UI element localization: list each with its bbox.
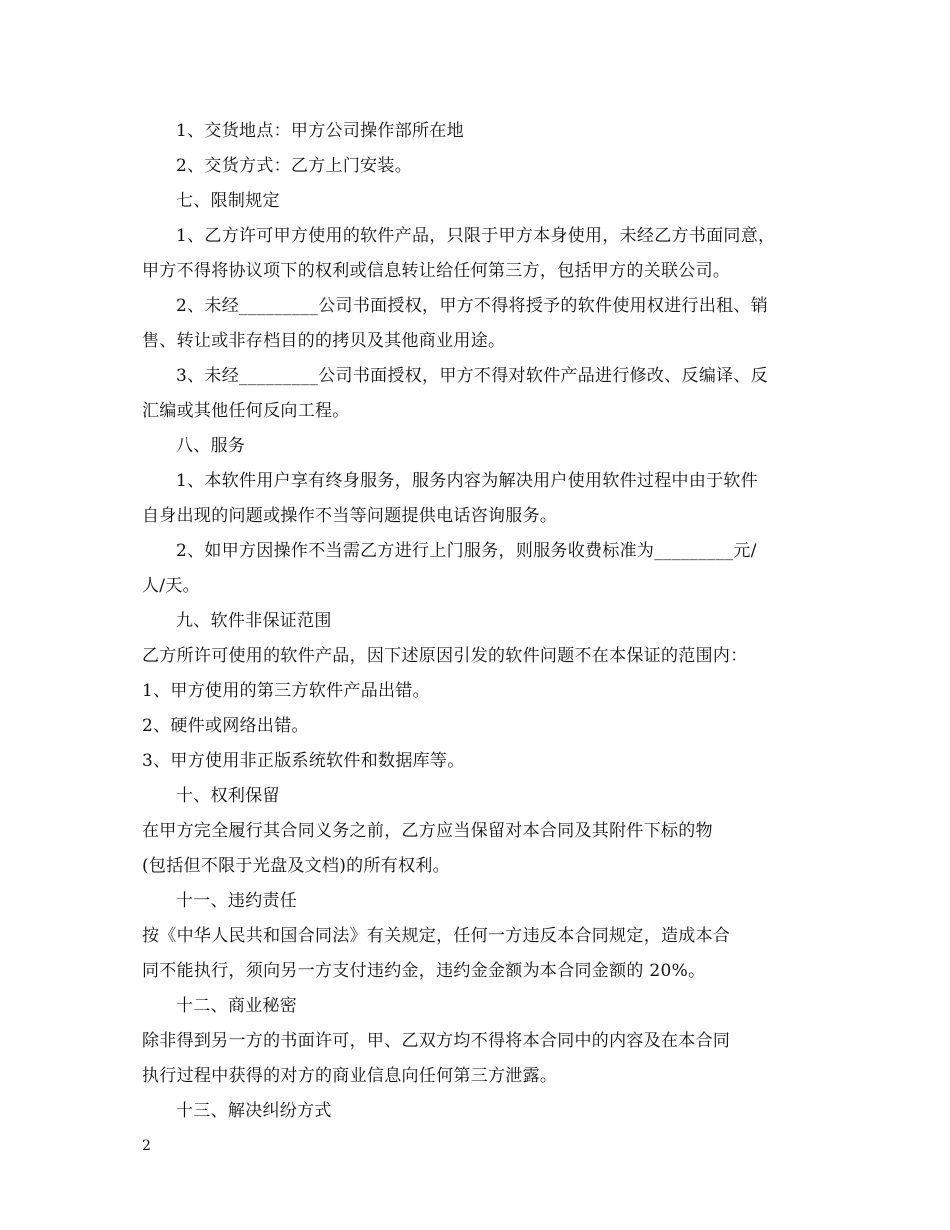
text-line: 1、乙方许可甲方使用的软件产品，只限于甲方本身使用，未经乙方书面同意，: [176, 226, 776, 246]
page-number: 2: [142, 1138, 151, 1154]
text-line: 2、如甲方因操作不当需乙方进行上门服务，则服务收费标准为_________元/: [176, 541, 757, 561]
text-line: 乙方所许可使用的软件产品，因下述原因引发的软件问题不在本保证的范围内：: [142, 646, 748, 666]
text-line: 自身出现的问题或操作不当等问题提供电话咨询服务。: [142, 506, 558, 526]
text-line: 汇编或其他任何反向工程。: [142, 401, 350, 421]
text-line: 1、交货地点：甲方公司操作部所在地: [176, 121, 464, 141]
text-line: 人/天。: [142, 576, 200, 596]
text-line: (包括但不限于光盘及文档)的所有权利。: [142, 856, 450, 876]
section-heading: 九、软件非保证范围: [176, 611, 332, 631]
text-line: 同不能执行，须向另一方支付违约金，违约金金额为本合同金额的 20%。: [142, 961, 706, 981]
document-body: [142, 114, 812, 1129]
text-line: 3、甲方使用非正版系统软件和数据库等。: [142, 751, 465, 771]
section-heading: 十二、商业秘密: [176, 996, 298, 1016]
text-line: 除非得到另一方的书面许可，甲、乙双方均不得将本合同中的内容及在本合同: [142, 1031, 731, 1051]
text-line: 按《中华人民共和国合同法》有关规定，任何一方违反本合同规定，造成本合: [142, 926, 731, 946]
section-heading: 七、限制规定: [176, 191, 280, 211]
text-line: 售、转让或非存档目的的拷贝及其他商业用途。: [142, 331, 506, 351]
section-heading: 十一、违约责任: [176, 891, 298, 911]
text-line: 1、本软件用户享有终身服务，服务内容为解决用户使用软件过程中由于软件: [176, 471, 759, 491]
text-line: 在甲方完全履行其合同义务之前，乙方应当保留对本合同及其附件下标的物: [142, 821, 713, 841]
text-line: 1、甲方使用的第三方软件产品出错。: [142, 681, 430, 701]
text-line: 2、交货方式：乙方上门安装。: [176, 156, 413, 176]
section-heading: 十三、解决纠纷方式: [176, 1101, 332, 1121]
text-line: 执行过程中获得的对方的商业信息向任何第三方泄露。: [142, 1066, 558, 1086]
text-line: 甲方不得将协议项下的权利或信息转让给任何第三方，包括甲方的关联公司。: [142, 261, 731, 281]
section-heading: 八、服务: [176, 436, 246, 456]
text-line: 2、未经_________公司书面授权，甲方不得将授予的软件使用权进行出租、销: [176, 296, 769, 316]
section-heading: 十、权利保留: [176, 786, 280, 806]
text-line: 2、硬件或网络出错。: [142, 716, 309, 736]
text-line: 3、未经_________公司书面授权，甲方不得对软件产品进行修改、反编译、反: [176, 366, 769, 386]
